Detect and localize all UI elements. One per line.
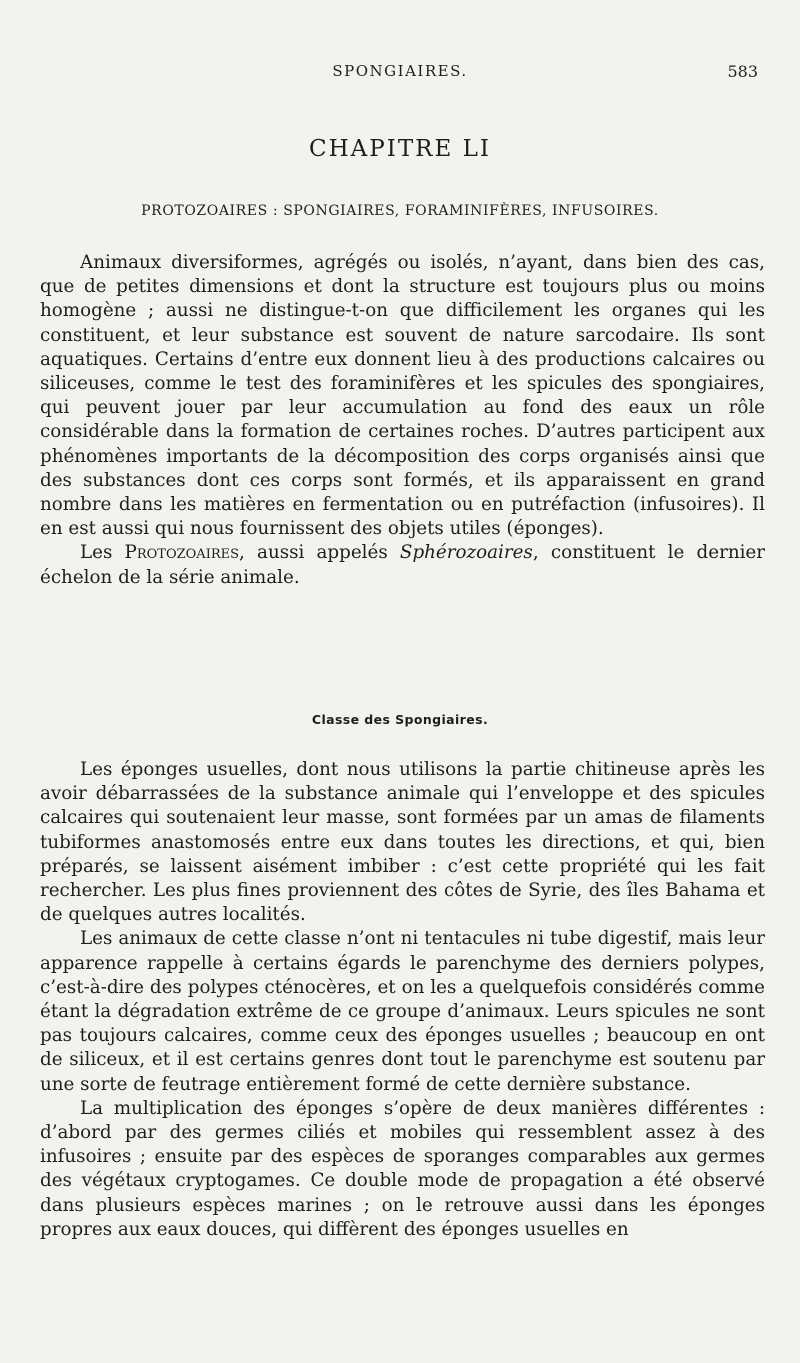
paragraph-tail: , constituent le dernier échelon de la série animale. xyxy=(40,542,765,588)
term-spherozoaires: Sphérozoaires xyxy=(399,542,533,564)
intro-paragraph-protozoaires xyxy=(40,541,765,589)
section-text xyxy=(40,758,765,1242)
intro-text xyxy=(40,251,765,590)
running-head xyxy=(0,50,800,80)
term-protozoaires: Protozoaires xyxy=(124,542,240,564)
section-paragraph: Les éponges usuelles, dont nous utilisons la partie chitineuse après les avoir débarrassées de la substance animale qui l’enveloppe et des spicules calcaires qui soutenaient leur masse, sont formées par un amas de filaments tubiformes anastomosés entre eux dans toutes les directions, et qui, bien préparés, se laissent aisément imbiber : c’est cette propriété qui les fait rechercher. Les plus fines proviennent des côtes de Syrie, des îles Bahama et de quelques autres localités. xyxy=(40,759,765,926)
section-paragraph: La multiplication des éponges s’opère de deux manières différentes : d’abord par des germes ciliés et mobiles qui ressemblent assez à des infusoires ; ensuite par des espèces de sporanges comparables aux germes des végétaux cryptogames. Ce double mode de propagation a été observé dans plusieurs espèces marines ; on le retrouve aussi dans les éponges propres aux eaux douces, qui diffèrent des éponges usuelles en xyxy=(40,1097,765,1240)
section-paragraph: Les animaux de cette classe n’ont ni tentacules ni tube digestif, mais leur apparence rappelle à certains égards le parenchyme des derniers polypes, c’est-à-dire des polypes cténocères, et on les a quelquefois considérés comme étant la dégradation extrême de ce groupe d’animaux. Leurs spicules ne sont pas toujours calcaires, comme ceux des éponges usuelles ; beaucoup en ont de siliceux, et il est certains genres dont tout le parenchyme est soutenu par une sorte de feutrage entièrement formé de cette dernière substance. xyxy=(40,928,765,1095)
section-heading: Classe des Spongiaires. xyxy=(311,712,489,727)
paragraph-lead: Les xyxy=(80,542,125,564)
chapter-title: CHAPITRE LI xyxy=(309,136,491,162)
running-title: SPONGIAIRES. xyxy=(332,62,468,80)
page-number: 583 xyxy=(727,62,758,81)
intro-paragraph: Animaux diversiformes, agrégés ou isolés, n’ayant, dans bien des cas, que de petites dimensions et dont la structure est toujours plus ou moins homogène ; aussi ne distingue-t-on que difficilement les organes qui les constituent, et leur substance est souvent de nature sarcodaire. Ils sont aquatiques. Certains d’entre eux donnent lieu à des productions calcaires ou siliceuses, comme le test des foraminifères et les spicules des spongiaires, qui peuvent jouer par leur accumulation au fond des eaux un rôle considérable dans la formation de certaines roches. D’autres participent aux phénomènes importants de la décomposition des corps organisés ainsi que des substances dont ces corps sont formés, et ils apparaissent en grand nombre dans les matières en fermentation ou en putréfaction (infusoires). Il en est aussi qui nous fournissent des objets utiles (éponges). xyxy=(40,252,765,540)
chapter-subtitle: PROTOZOAIRES : SPONGIAIRES, FORAMINIFÈRES, INFUSOIRES. xyxy=(141,203,659,219)
paragraph-mid: , aussi appelés xyxy=(239,542,400,564)
